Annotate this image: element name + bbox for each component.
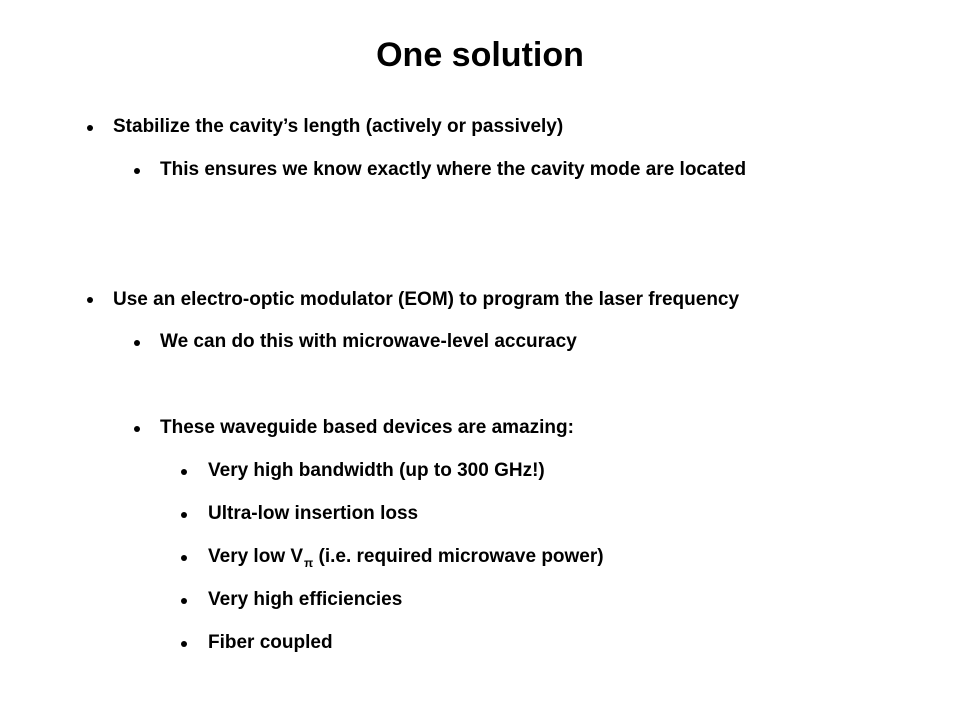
bullet-dot [134, 340, 140, 346]
slide-title: One solution [376, 36, 584, 74]
bullet-fiber-coupled: Fiber coupled [208, 632, 333, 653]
bullet-dot [87, 297, 93, 303]
bullet-low-v-pi-post: (i.e. required microwave power) [313, 546, 604, 567]
bullet-bandwidth: Very high bandwidth (up to 300 GHz!) [208, 460, 545, 481]
bullet-dot [181, 641, 187, 647]
bullet-cavity-mode: This ensures we know exactly where the cavity mode are located [160, 159, 747, 180]
bullet-waveguide-devices: These waveguide based devices are amazing: [160, 417, 574, 438]
bullet-eom: Use an electro-optic modulator (EOM) to program the laser frequency [113, 289, 740, 310]
bullet-low-v-pi [208, 545, 604, 575]
bullet-stabilize: Stabilize the cavity’s length (actively or passively) [113, 116, 564, 137]
bullet-insertion-loss: Ultra-low insertion loss [208, 503, 419, 524]
bullet-microwave-accuracy: We can do this with microwave-level accuracy [160, 331, 577, 352]
bullet-dot [181, 598, 187, 604]
pi-subscript: π [304, 556, 314, 570]
bullet-dot [87, 125, 93, 131]
bullet-dot [134, 168, 140, 174]
bullet-efficiencies: Very high efficiencies [208, 589, 403, 610]
bullet-dot [181, 512, 187, 518]
bullet-dot [181, 555, 187, 561]
bullet-dot [134, 426, 140, 432]
bullet-dot [181, 469, 187, 475]
bullet-low-v-pi-pre: Very low V [208, 546, 304, 567]
